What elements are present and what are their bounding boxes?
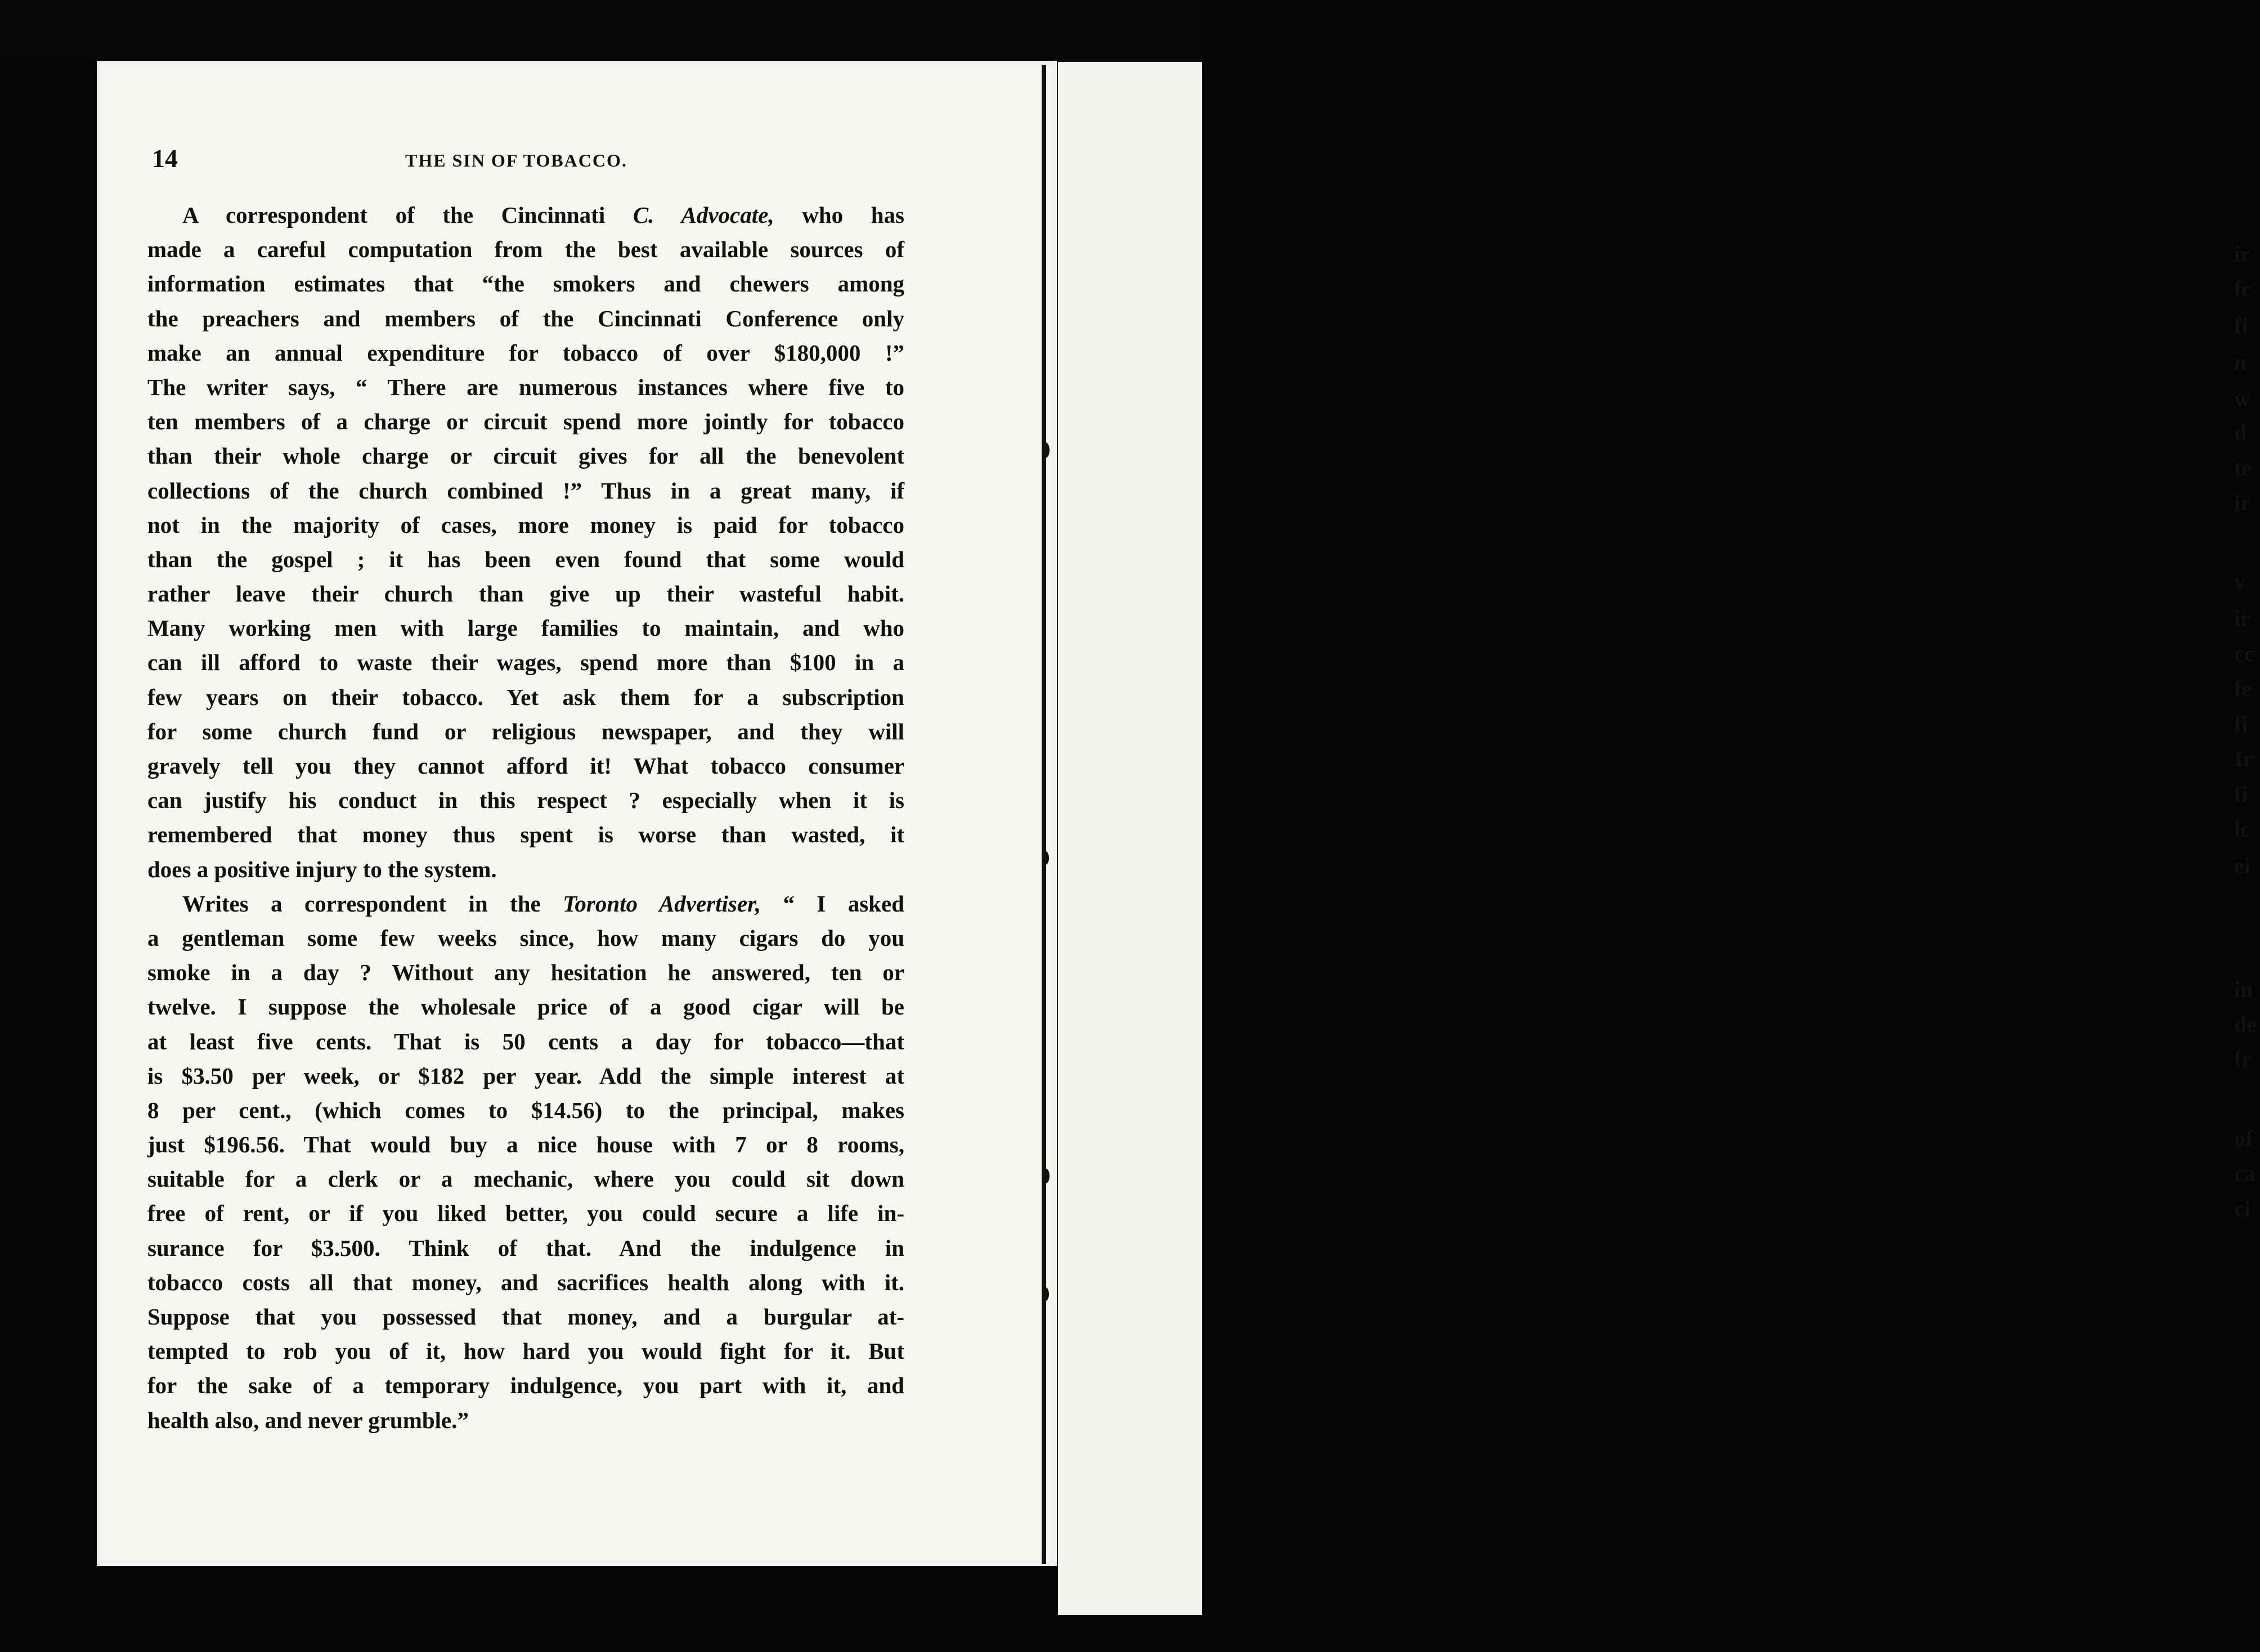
text-run: Writes a correspondent in the [182,890,563,917]
binding-speck [1042,1169,1050,1183]
facing-page-fragment: w [2234,386,2250,411]
facing-page-fragment: ir [2234,241,2250,267]
text-run: surance for $3.500. Think of that. And the indulgence in [147,1234,904,1261]
italic-run: Toronto Advertiser, [563,890,761,917]
text-line [147,818,904,852]
text-line [147,1368,904,1403]
text-run: The writer says, “ There are numerous instances where five to [147,374,904,400]
text-run: is $3.50 per week, or $182 per year. Add the simple interest at [147,1062,904,1089]
text-line [147,1231,904,1265]
text-run: Suppose that you possessed that money, and a burgular at- [147,1304,904,1330]
italic-run: C. Advocate, [633,202,774,228]
text-run: the preachers and members of the Cincinnati Conference only [147,305,904,331]
text-line [147,955,904,990]
running-head [152,143,906,177]
text-run: just $196.56. That would buy a nice house with 7 or 8 rooms, [147,1132,904,1158]
text-line [147,887,904,921]
facing-page-fragment: fe [2234,676,2252,701]
text-run: who has [774,202,905,228]
text-line [147,542,904,577]
text-line [147,1403,904,1438]
facing-page-fragment: fi [2234,313,2248,338]
text-run: “ I asked [761,890,904,917]
text-line [147,715,904,749]
text-line [147,1093,904,1128]
text-run: for some church fund or religious newspaper, and they will [147,718,904,744]
binding-speck [1042,442,1050,458]
text-line [147,1300,904,1334]
text-line [147,921,904,955]
text-line [147,1334,904,1368]
text-line [147,1128,904,1162]
text-line [147,232,904,267]
text-run: not in the majority of cases, more money is paid for tobacco [147,511,904,538]
text-line [147,302,904,336]
scan-background [0,0,1202,62]
facing-page-fragment: ir [2234,605,2250,631]
facing-page-fragment: fi [2234,711,2248,737]
text-line [147,1265,904,1300]
text-line [147,749,904,783]
text-run: than the gospel ; it has been even found that some would [147,546,904,572]
text-run: can ill afford to waste their wages, spend more than $100 in a [147,649,904,676]
text-line [147,405,904,439]
facing-page-fragment: ei [2234,853,2250,878]
facing-page-fragment: de [2234,1012,2257,1037]
text-run: a gentleman some few weeks since, how many cigars do you [147,924,904,951]
facing-page-fragment: v [2234,569,2245,594]
page-gutter [1042,65,1046,1564]
text-run: free of rent, or if you liked better, you could secure a life in- [147,1200,904,1227]
text-run: does a positive injury to the system. [147,856,497,882]
text-line [147,645,904,680]
text-line [147,611,904,645]
facing-page-fragment: of [2234,1126,2253,1151]
text-line [147,1162,904,1196]
facing-page-fragment: n [2234,349,2247,375]
text-line [147,267,904,301]
facing-page-fragment: in [2234,977,2253,1002]
facing-page-fragment: fc [2234,276,2252,302]
facing-page-fragment: te [2234,455,2252,481]
text-run: ten members of a charge or circuit spend more jointly for tobacco [147,408,904,435]
text-run: few years on their tobacco. Yet ask them for a subscription [147,684,904,710]
text-run: suitable for a clerk or a mechanic, where you could sit down [147,1166,904,1192]
text-line [147,1025,904,1059]
text-run: smoke in a day ? Without any hesitation he answered, ten or [147,959,904,986]
text-line [147,990,904,1024]
text-line [147,1059,904,1093]
facing-page-fragment: cc [2234,641,2254,666]
facing-page-fragment: fi [2234,782,2248,807]
facing-page-fragment: Ir [2234,746,2253,771]
text-run: at least five cents. That is 50 cents a day for tobacco—that [147,1028,904,1054]
text-run: rather leave their church than give up their wasteful habit. [147,581,904,607]
text-run: gravely tell you they cannot afford it! What tobacco consumer [147,753,904,779]
text-run: remembered that money thus spent is worse than wasted, it [147,821,904,848]
facing-page-fragment: ir [2234,490,2250,515]
text-run: tempted to rob you of it, how hard you would fight for it. But [147,1338,904,1364]
text-run: twelve. I suppose the wholesale price of a good cigar will be [147,994,904,1020]
text-run: collections of the church combined !” Thus in a great many, if [147,477,904,504]
text-run: than their whole charge or circuit gives for all the benevolent [147,443,904,469]
text-line [147,508,904,542]
text-line [147,783,904,818]
text-line [147,852,904,887]
running-title: THE SIN OF TOBACCO. [405,150,627,170]
facing-page-fragment: lc [2234,816,2250,842]
facing-page [1058,62,2257,1615]
text-run: made a careful computation from the best available sources of [147,236,904,263]
text-line [147,1196,904,1231]
text-run: tobacco costs all that money, and sacrifices health along with it. [147,1269,904,1295]
text-run: make an annual expenditure for tobacco of over $180,000 !” [147,339,904,366]
facing-page-fragment: d [2234,420,2247,445]
text-line [147,336,904,370]
text-run: A correspondent of the Cincinnati [182,202,633,228]
binding-speck [1042,851,1049,865]
facing-page-fragment: fr [2234,1046,2252,1071]
text-run: for the sake of a temporary indulgence, you part with it, and [147,1372,904,1399]
facing-page-fragment: ca [2234,1161,2255,1186]
text-run: can justify his conduct in this respect ? especially when it is [147,787,904,814]
binding-speck [1042,1287,1049,1301]
text-line [147,198,904,232]
text-run: health also, and never grumble.” [147,1407,469,1433]
text-line [147,474,904,508]
text-line [147,439,904,473]
text-line [147,680,904,715]
text-run: information estimates that “the smokers and chewers among [147,271,904,297]
page-number: 14 [152,144,178,173]
text-line [147,577,904,611]
facing-page-fragment: ci [2234,1196,2250,1222]
body-text [147,198,904,1438]
text-run: 8 per cent., (which comes to $14.56) to the principal, makes [147,1097,904,1123]
text-run: Many working men with large families to maintain, and who [147,615,904,641]
text-line [147,370,904,405]
